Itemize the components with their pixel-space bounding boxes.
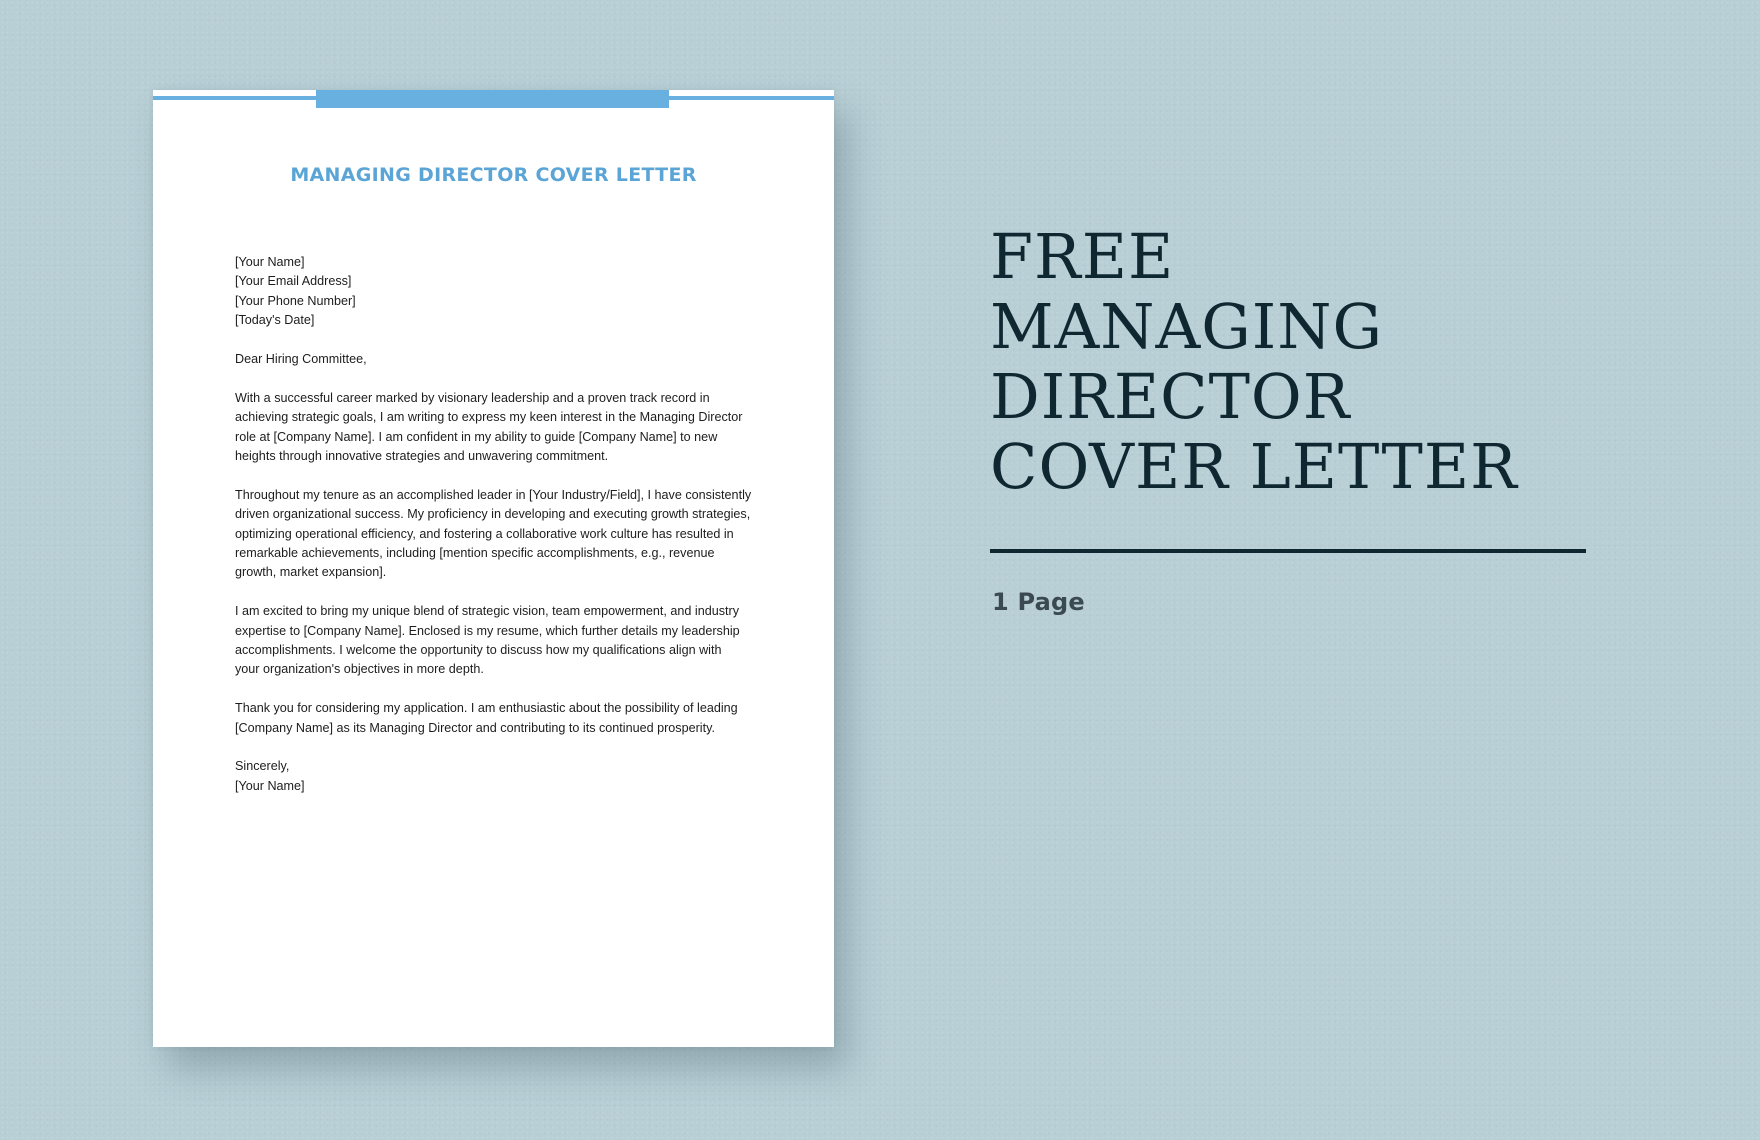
closing: Sincerely,: [235, 759, 290, 774]
sender-block: [235, 253, 755, 331]
promo-title-line: DIRECTOR: [990, 360, 1351, 433]
sender-name: [Your Name]: [235, 255, 305, 269]
paragraph-experience: Throughout my tenure as an accomplished leader in [Your Industry/Field], I have consistently driven organizational success. My proficiency in developing and executing growth strategies, optimizing operational efficiency, and fostering a collaborative work culture has resulted in remarkable achievements, including [mention specific accomplishments, e.g., revenue growth, market expansion].: [235, 487, 752, 580]
salutation: Dear Hiring Committee,: [235, 352, 367, 367]
sender-email: [Your Email Address]: [235, 274, 352, 289]
promo-title: [990, 222, 1690, 502]
header-accent-block: [316, 90, 669, 108]
paragraph-motivation: I am excited to bring my unique blend of strategic vision, team empowerment, and industry expertise to [Company Name]. Enclosed is my resume, which further details my leadership accomplishments. I welcome the opportunity to discuss how my qualifications align with your organization's objectives in more depth.: [235, 604, 740, 677]
letter-date: [Today's Date]: [235, 313, 315, 328]
promo-divider: [990, 549, 1586, 553]
closing-block: [235, 757, 755, 796]
paragraph-intro: With a successful career marked by visionary leadership and a proven track record in achieving strategic goals, I am writing to express my keen interest in the Managing Director role at [Company Name]. I am confident in my ability to guide [Company Name] to new heights through innovative strategies and unwavering commitment.: [235, 390, 743, 464]
promo-title-line: MANAGING: [990, 290, 1384, 363]
page-count: 1 Page: [992, 588, 1085, 616]
promo-title-line: FREE: [990, 220, 1175, 293]
letter-title: MANAGING DIRECTOR COVER LETTER: [290, 164, 697, 186]
promo-title-line: COVER LETTER: [990, 430, 1518, 503]
sender-phone: [Your Phone Number]: [235, 293, 356, 308]
signature: [Your Name]: [235, 778, 305, 793]
paragraph-thanks: Thank you for considering my application. I am enthusiastic about the possibility of leading [Company Name] as its Managing Director and contributing to its continued prosperity.: [235, 701, 738, 735]
letter-body: [235, 253, 755, 816]
letter-page-preview: [153, 90, 834, 1047]
